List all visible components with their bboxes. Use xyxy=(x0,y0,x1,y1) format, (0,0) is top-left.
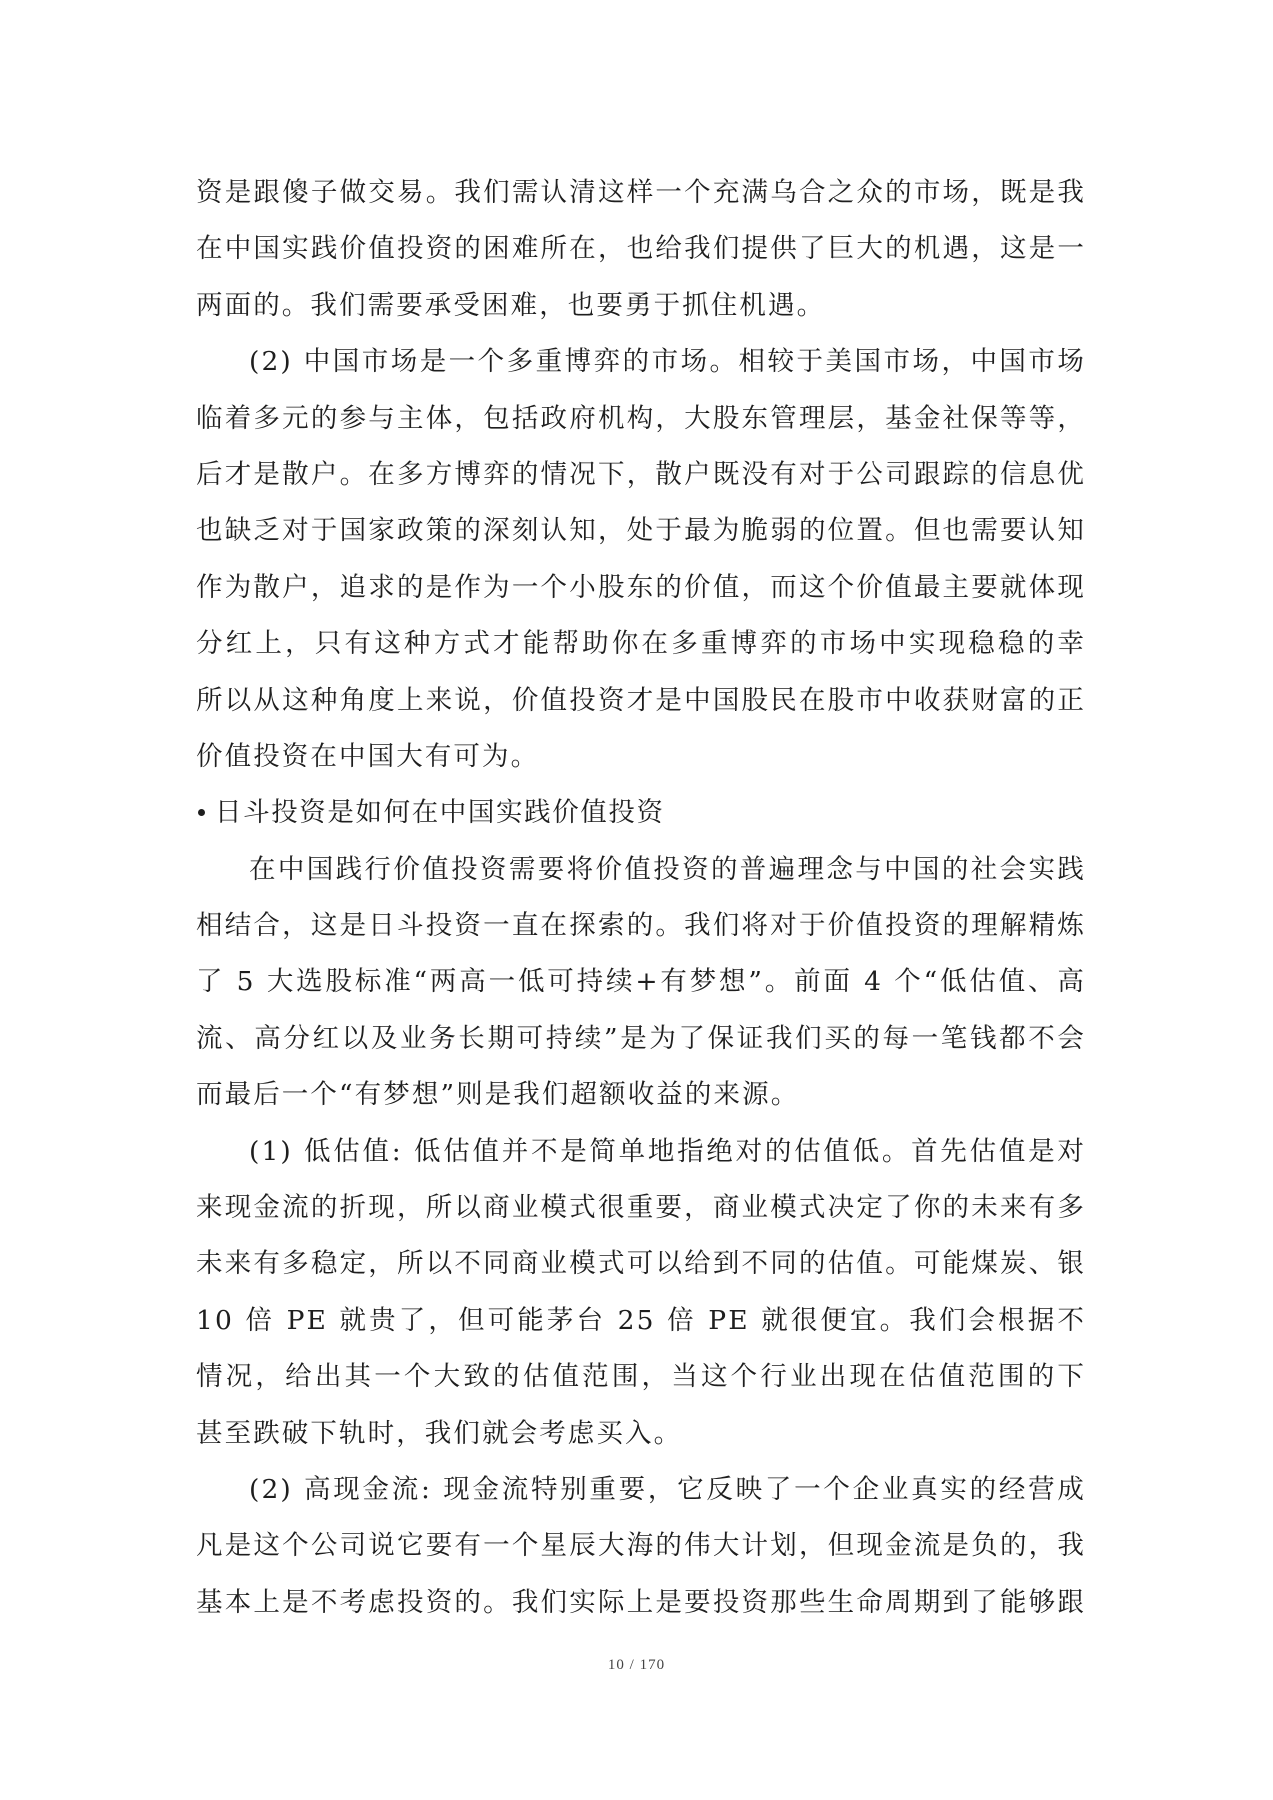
text-line: 凡是这个公司说它要有一个星辰大海的伟大计划，但现金流是负的，我 xyxy=(196,1530,1086,1562)
text-line-indented: (1) 低估值: 低估值并不是简单地指绝对的估值低。首先估值是对 xyxy=(249,1135,1086,1167)
text-line: 来现金流的折现，所以商业模式很重要，商业模式决定了你的未来有多 xyxy=(196,1192,1086,1224)
text-line: 资是跟傻子做交易。我们需认清这样一个充满乌合之众的市场，既是我 xyxy=(196,177,1086,208)
text-line: 未来有多稳定，所以不同商业模式可以给到不同的估值。可能煤炭、银 xyxy=(196,1248,1086,1280)
text-line-indented: 在中国践行价值投资需要将价值投资的普遍理念与中国的社会实践 xyxy=(249,853,1086,885)
text-line: 后才是散户。在多方博弈的情况下，散户既没有对于公司跟踪的信息优 xyxy=(196,458,1086,490)
text-line: 临着多元的参与主体，包括政府机构，大股东管理层，基金社保等等， xyxy=(196,402,1086,434)
section-heading-text: 日斗投资是如何在中国实践价值投资 xyxy=(215,797,665,829)
text-line: 分红上，只有这种方式才能帮助你在多重博弈的市场中实现稳稳的幸 xyxy=(196,628,1086,660)
text-line-indented: (2) 高现金流: 现金流特别重要，它反映了一个企业真实的经营成 xyxy=(249,1473,1086,1505)
text-line: 甚至跌破下轨时，我们就会考虑买入。 xyxy=(196,1417,683,1449)
section-heading xyxy=(196,785,1086,841)
text-line: 流、高分红以及业务长期可持续”是为了保证我们买的每一笔钱都不会 xyxy=(196,1022,1086,1054)
text-line: 在中国实践价值投资的困难所在，也给我们提供了巨大的机遇，这是一 xyxy=(196,233,1086,265)
text-line: 价值投资在中国大有可为。 xyxy=(196,740,540,772)
text-line: 两面的。我们需要承受困难，也要勇于抓住机遇。 xyxy=(196,289,826,321)
text-line: 了 5 大选股标准“两高一低可持续+有梦想”。前面 4 个“低估值、高 xyxy=(196,966,1086,998)
bullet-icon xyxy=(198,809,205,816)
text-line: 情况，给出其一个大致的估值范围，当这个行业出现在估值范围的下 xyxy=(196,1361,1086,1393)
text-line: 而最后一个“有梦想”则是我们超额收益的来源。 xyxy=(196,1079,800,1111)
page-number: 10 / 170 xyxy=(607,1657,666,1673)
text-line: 基本上是不考虑投资的。我们实际上是要投资那些生命周期到了能够跟 xyxy=(196,1586,1086,1618)
text-line-indented: (2) 中国市场是一个多重博弈的市场。相较于美国市场，中国市场 xyxy=(249,346,1086,378)
text-line: 10 倍 PE 就贵了，但可能茅台 25 倍 PE 就很便宜。我们会根据不 xyxy=(196,1304,1086,1336)
text-line: 作为散户，追求的是作为一个小股东的价值，而这个价值最主要就体现 xyxy=(196,571,1086,603)
body-text xyxy=(196,165,1086,1631)
text-line: 相结合，这是日斗投资一直在探索的。我们将对于价值投资的理解精炼 xyxy=(196,910,1086,942)
text-line: 所以从这种角度上来说，价值投资才是中国股民在股市中收获财富的正 xyxy=(196,684,1086,716)
text-line: 也缺乏对于国家政策的深刻认知，处于最为脆弱的位置。但也需要认知 xyxy=(196,515,1086,547)
